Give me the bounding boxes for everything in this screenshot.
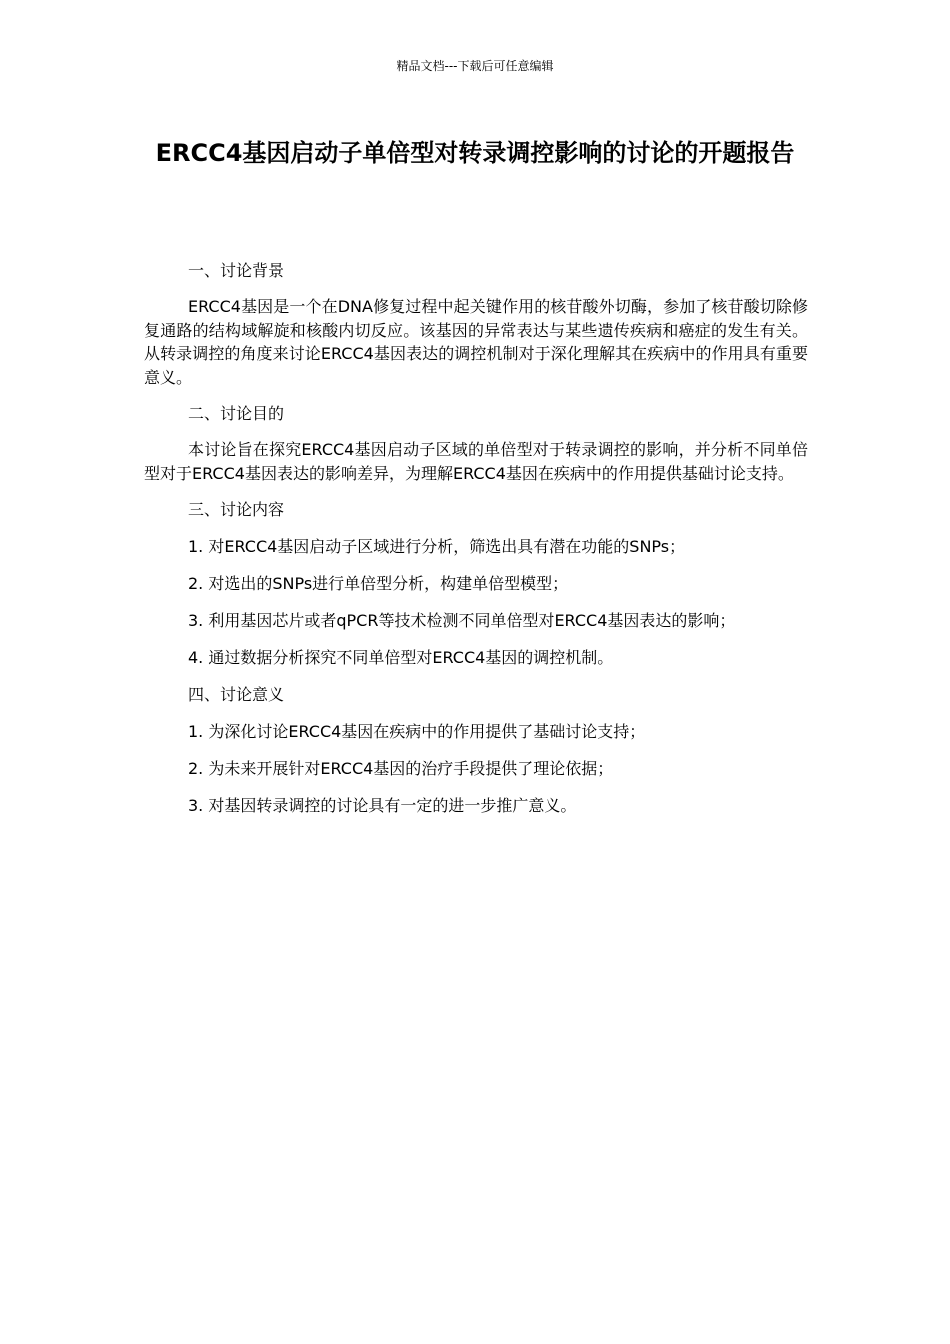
section-heading-significance: 四、讨论意义: [188, 685, 285, 704]
content-item: 1. 对ERCC4基因启动子区域进行分析，筛选出具有潜在功能的SNPs；: [188, 537, 686, 556]
header-note: 精品文档---下载后可任意编辑: [396, 59, 554, 73]
section-heading-purpose: 二、讨论目的: [188, 404, 285, 423]
significance-item: 3. 对基因转录调控的讨论具有一定的进一步推广意义。: [188, 796, 577, 815]
content-item: 3. 利用基因芯片或者qPCR等技术检测不同单倍型对ERCC4基因表达的影响；: [188, 611, 736, 630]
document-body: [144, 258, 808, 830]
content-item: 4. 通过数据分析探究不同单倍型对ERCC4基因的调控机制。: [188, 648, 614, 667]
section-heading-background: 一、讨论背景: [188, 261, 285, 280]
purpose-paragraph: 本讨论旨在探究ERCC4基因启动子区域的单倍型对于转录调控的影响，并分析不同单倍型对于ERCC4基因表达的影响差异，为理解ERCC4基因在疾病中的作用提供基础讨论支持。: [144, 440, 808, 483]
section-heading-content: 三、讨论内容: [188, 500, 285, 519]
content-item: 2. 对选出的SNPs进行单倍型分析，构建单倍型模型；: [188, 574, 569, 593]
significance-item: 1. 为深化讨论ERCC4基因在疾病中的作用提供了基础讨论支持；: [188, 722, 646, 741]
background-paragraph: ERCC4基因是一个在DNA修复过程中起关键作用的核苷酸外切酶，参加了核苷酸切除修复通路的结构域解旋和核酸内切反应。该基因的异常表达与某些遗传疾病和癌症的发生有关。从转录调控的角度来讨论ERCC4基因表达的调控机制对于深化理解其在疾病中的作用具有重要意义。: [144, 297, 808, 387]
significance-item: 2. 为未来开展针对ERCC4基因的治疗手段提供了理论依据；: [188, 759, 614, 778]
document-title: ERCC4基因启动子单倍型对转录调控影响的讨论的开题报告: [155, 139, 795, 167]
